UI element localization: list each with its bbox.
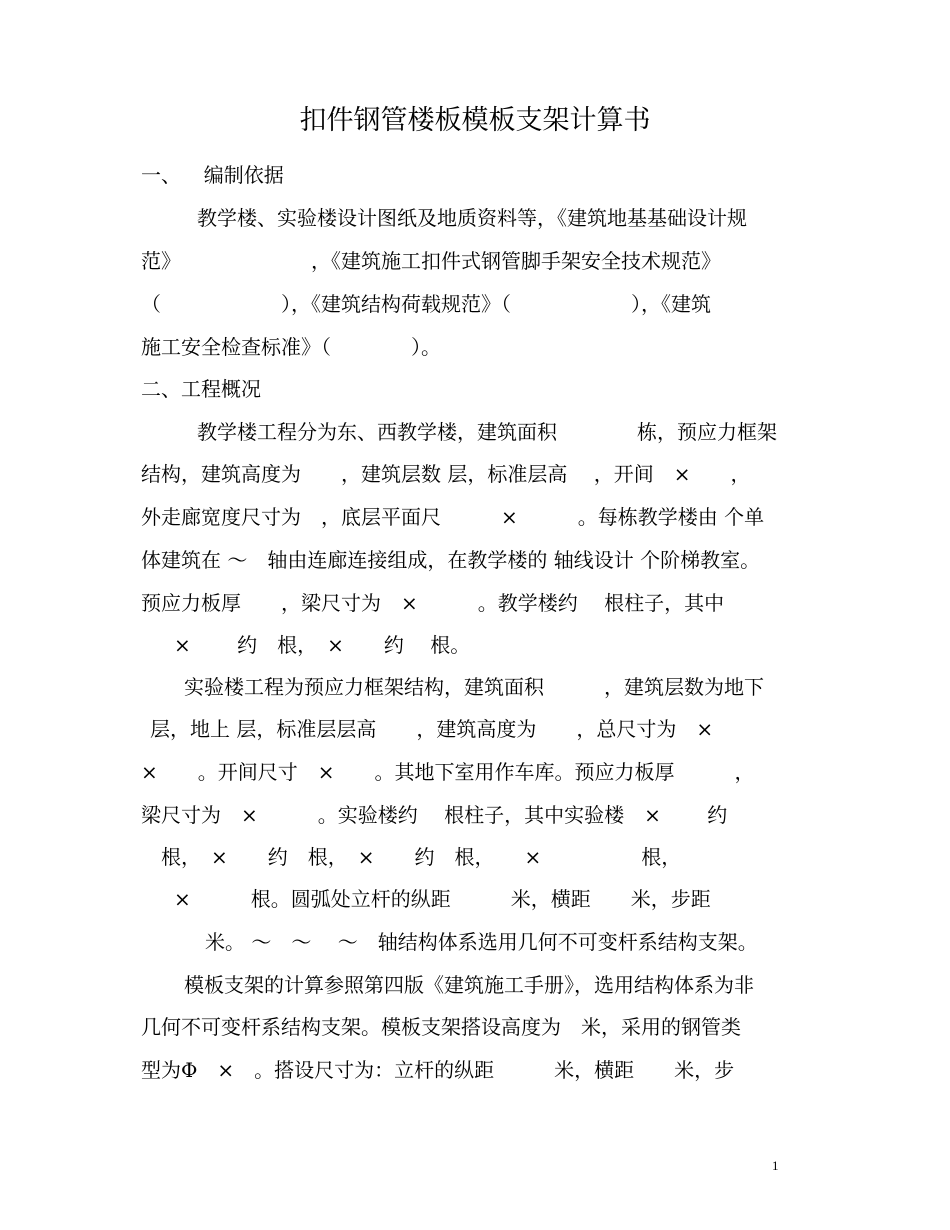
paragraph-line: 结构，建筑高度为 ，建筑层数 层，标准层高 ，开间 × ， <box>141 462 751 486</box>
document-title: 扣件钢管楼板模板支架计算书 <box>299 105 651 136</box>
paragraph-line: 梁尺寸为 × 。实验楼约 根柱子，其中实验楼 × 约 <box>141 803 728 827</box>
paragraph-line: 范》 ，《建筑施工扣件式钢管脚手架安全技术规范》 <box>141 249 721 273</box>
paragraph-line: 施工安全检查标准》（ ）。 <box>141 335 441 359</box>
paragraph-line: 米。 ～ ～ ～ 轴结构体系选用几何不可变杆系结构支架。 <box>205 930 758 954</box>
paragraph-line: 教学楼、实验楼设计图纸及地质资料等，《建筑地基基础设计规 <box>197 206 747 230</box>
paragraph-line: 层，地上 层，标准层层高 ，建筑高度为 ，总尺寸为 × <box>150 717 714 741</box>
paragraph-line: × 约 根， × 约 根。 <box>174 633 471 657</box>
paragraph-line: 教学楼工程分为东、西教学楼，建筑面积 栋，预应力框架 <box>197 420 777 444</box>
paragraph-line: × 根。圆弧处立杆的纵距 米，横距 米，步距 <box>174 887 711 911</box>
paragraph-line: 外走廊宽度尺寸为 ，底层平面尺 × 。每栋教学楼由 个单 <box>141 505 765 529</box>
paragraph-line: 根， × 约 根， × 约 根， × 根， <box>161 845 682 869</box>
paragraph-line: 模板支架的计算参照第四版《建筑施工手册》，选用结构体系为非 <box>184 973 754 997</box>
page-number: 1 <box>772 1158 779 1173</box>
paragraph-line: 几何不可变杆系结构支架。模板支架搭设高度为 米，采用的钢管类 <box>141 1015 741 1039</box>
paragraph-line: 型为Φ × 。搭设尺寸为：立杆的纵距 米，横距 米，步 <box>141 1058 735 1082</box>
section-heading-overview: 二、工程概况 <box>141 377 261 401</box>
paragraph-line: 预应力板厚 ，梁尺寸为 × 。教学楼约 根柱子，其中 <box>141 591 725 615</box>
section-heading-basis: 一、 编制依据 <box>141 163 284 187</box>
paragraph-line: × 。开间尺寸 × 。其地下室用作车库。预应力板厚 ， <box>141 760 755 784</box>
paragraph-line: 体建筑在 ～ 轴由连廊连接组成，在教学楼的 轴线设计 个阶梯教室。 <box>141 548 761 572</box>
paragraph-line: 实验楼工程为预应力框架结构，建筑面积 ，建筑层数为地下 <box>184 675 764 699</box>
paragraph-line: （ ），《建筑结构荷载规范》（ ），《建筑 <box>141 292 711 316</box>
